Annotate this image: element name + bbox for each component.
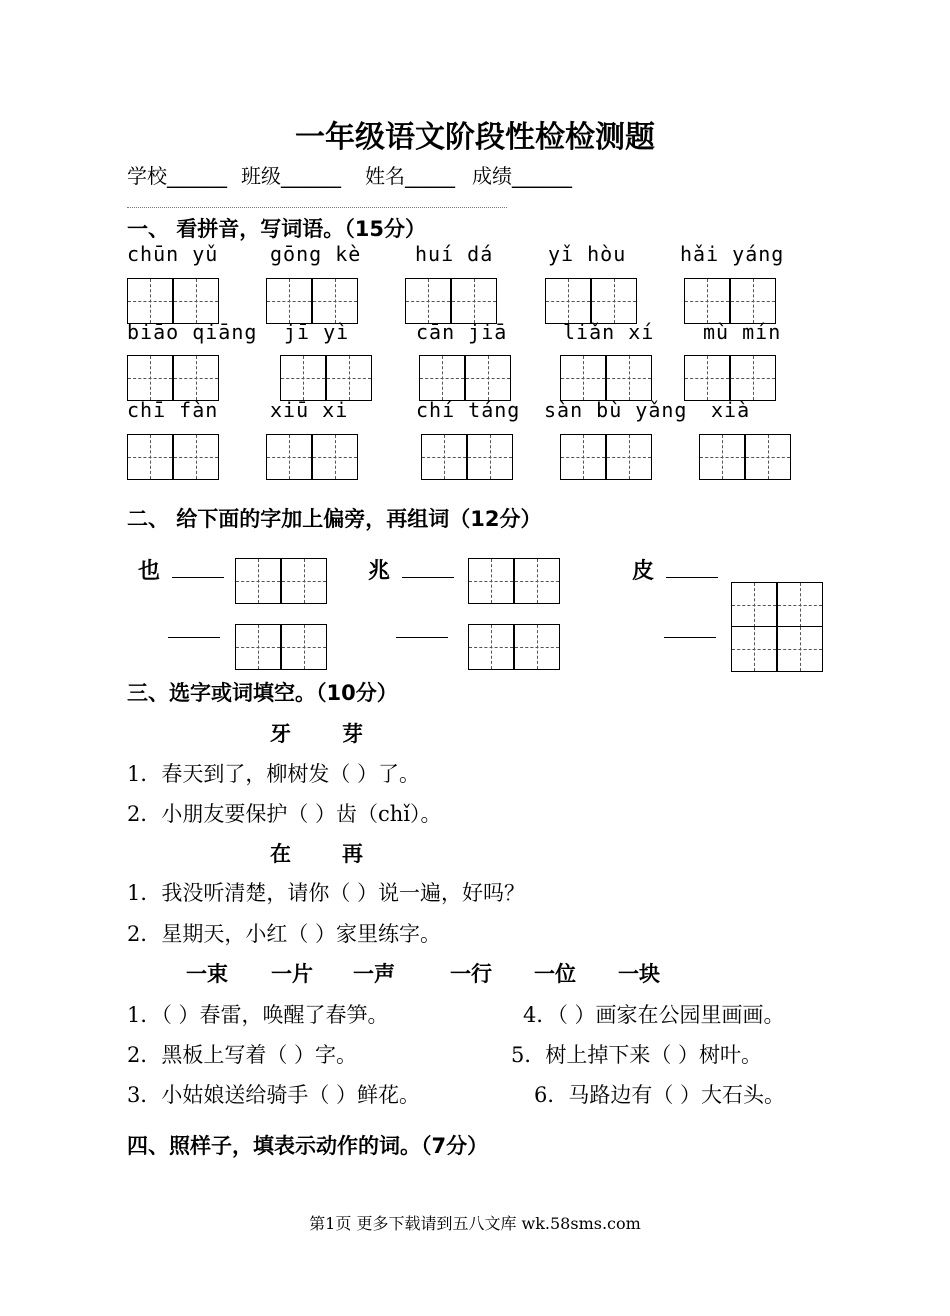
sentence-1-1: 1．春天到了，柳树发（ ）了。 [127,762,421,786]
choice-measure-2: 一片 [271,962,313,986]
radical-blank-1b[interactable] [168,637,220,638]
pinyin-2-5: mù mín [703,320,782,344]
choice-measure-1: 一束 [186,962,228,986]
radical-char-3: 皮 [632,559,655,584]
sentence-1-2: 2．小朋友要保护（ ）齿（chǐ）。 [127,802,442,826]
pinyin-1-3: huí dá [415,242,494,266]
name-field[interactable]: 姓名_____ [365,164,455,188]
radical-blank-3[interactable] [666,577,718,578]
section3-heading: 三、选字或词填空。（10分） [127,681,398,705]
pinyin-2-3: cān jiā [416,320,508,344]
section1-heading: 一、 看拼音，写词语。（15分） [127,217,427,241]
pinyin-2-1: biāo qiāng [127,320,258,344]
choice-measure-3: 一声 [353,962,395,986]
choice-zai: 在 [270,842,291,866]
pinyin-3-2: xiū xi [270,398,349,422]
sentence-2-2: 2．星期天，小红（ ）家里练字。 [127,922,442,946]
sentence-3-1: 1．（ ）春雷，唤醒了春笋。 [127,1003,389,1027]
section2-heading: 二、 给下面的字加上偏旁，再组词（12分） [127,507,542,531]
radical-blank-2b[interactable] [396,637,448,638]
pinyin-3-1: chī fàn [127,398,219,422]
school-field[interactable]: 学校______ [127,164,227,188]
sentence-3-6: 6．马路边有（ ）大石头。 [534,1083,786,1107]
score-field[interactable]: 成绩______ [472,164,572,188]
pinyin-2-2: jī yì [284,320,350,344]
sentence-2-1: 1．我没听清楚，请你（ ）说一遍，好吗？ [127,881,526,905]
choice-measure-6: 一块 [618,962,660,986]
class-field[interactable]: 班级______ [241,164,341,188]
radical-blank-1[interactable] [172,577,224,578]
divider [127,207,507,208]
sentence-3-4: 4．（ ）画家在公园里画画。 [523,1003,785,1027]
choice-measure-4: 一行 [450,962,492,986]
pinyin-1-5: hǎi yáng [680,242,785,266]
page-title: 一年级语文阶段性检检测题 [295,120,655,155]
page-footer: 第1页 更多下载请到五八文库 wk.58sms.com [309,1214,641,1233]
sentence-3-2: 2．黑板上写着（ ）字。 [127,1043,358,1067]
pinyin-1-2: gōng kè [270,242,362,266]
choice-ya: 牙 [270,722,291,746]
pinyin-1-1: chūn yǔ [127,242,219,266]
sentence-3-3: 3．小姑娘送给骑手（ ）鲜花。 [127,1083,421,1107]
sentence-3-5: 5．树上掉下来（ ）树叶。 [511,1043,763,1067]
radical-char-2: 兆 [368,559,391,584]
radical-char-1: 也 [138,559,161,584]
radical-blank-3b[interactable] [664,637,716,638]
choice-ya2: 芽 [342,722,363,746]
choice-measure-5: 一位 [534,962,576,986]
choice-zai2: 再 [342,842,363,866]
pinyin-3-4: sàn bù yǎng [544,398,688,422]
section4-heading: 四、照样子，填表示动作的词。（7分） [127,1134,489,1158]
pinyin-3-5: xià [711,398,751,422]
pinyin-1-4: yǐ hòu [548,242,627,266]
pinyin-3-3: chí táng [416,398,521,422]
radical-blank-2[interactable] [402,577,454,578]
pinyin-2-4: liǎn xí [563,320,655,344]
